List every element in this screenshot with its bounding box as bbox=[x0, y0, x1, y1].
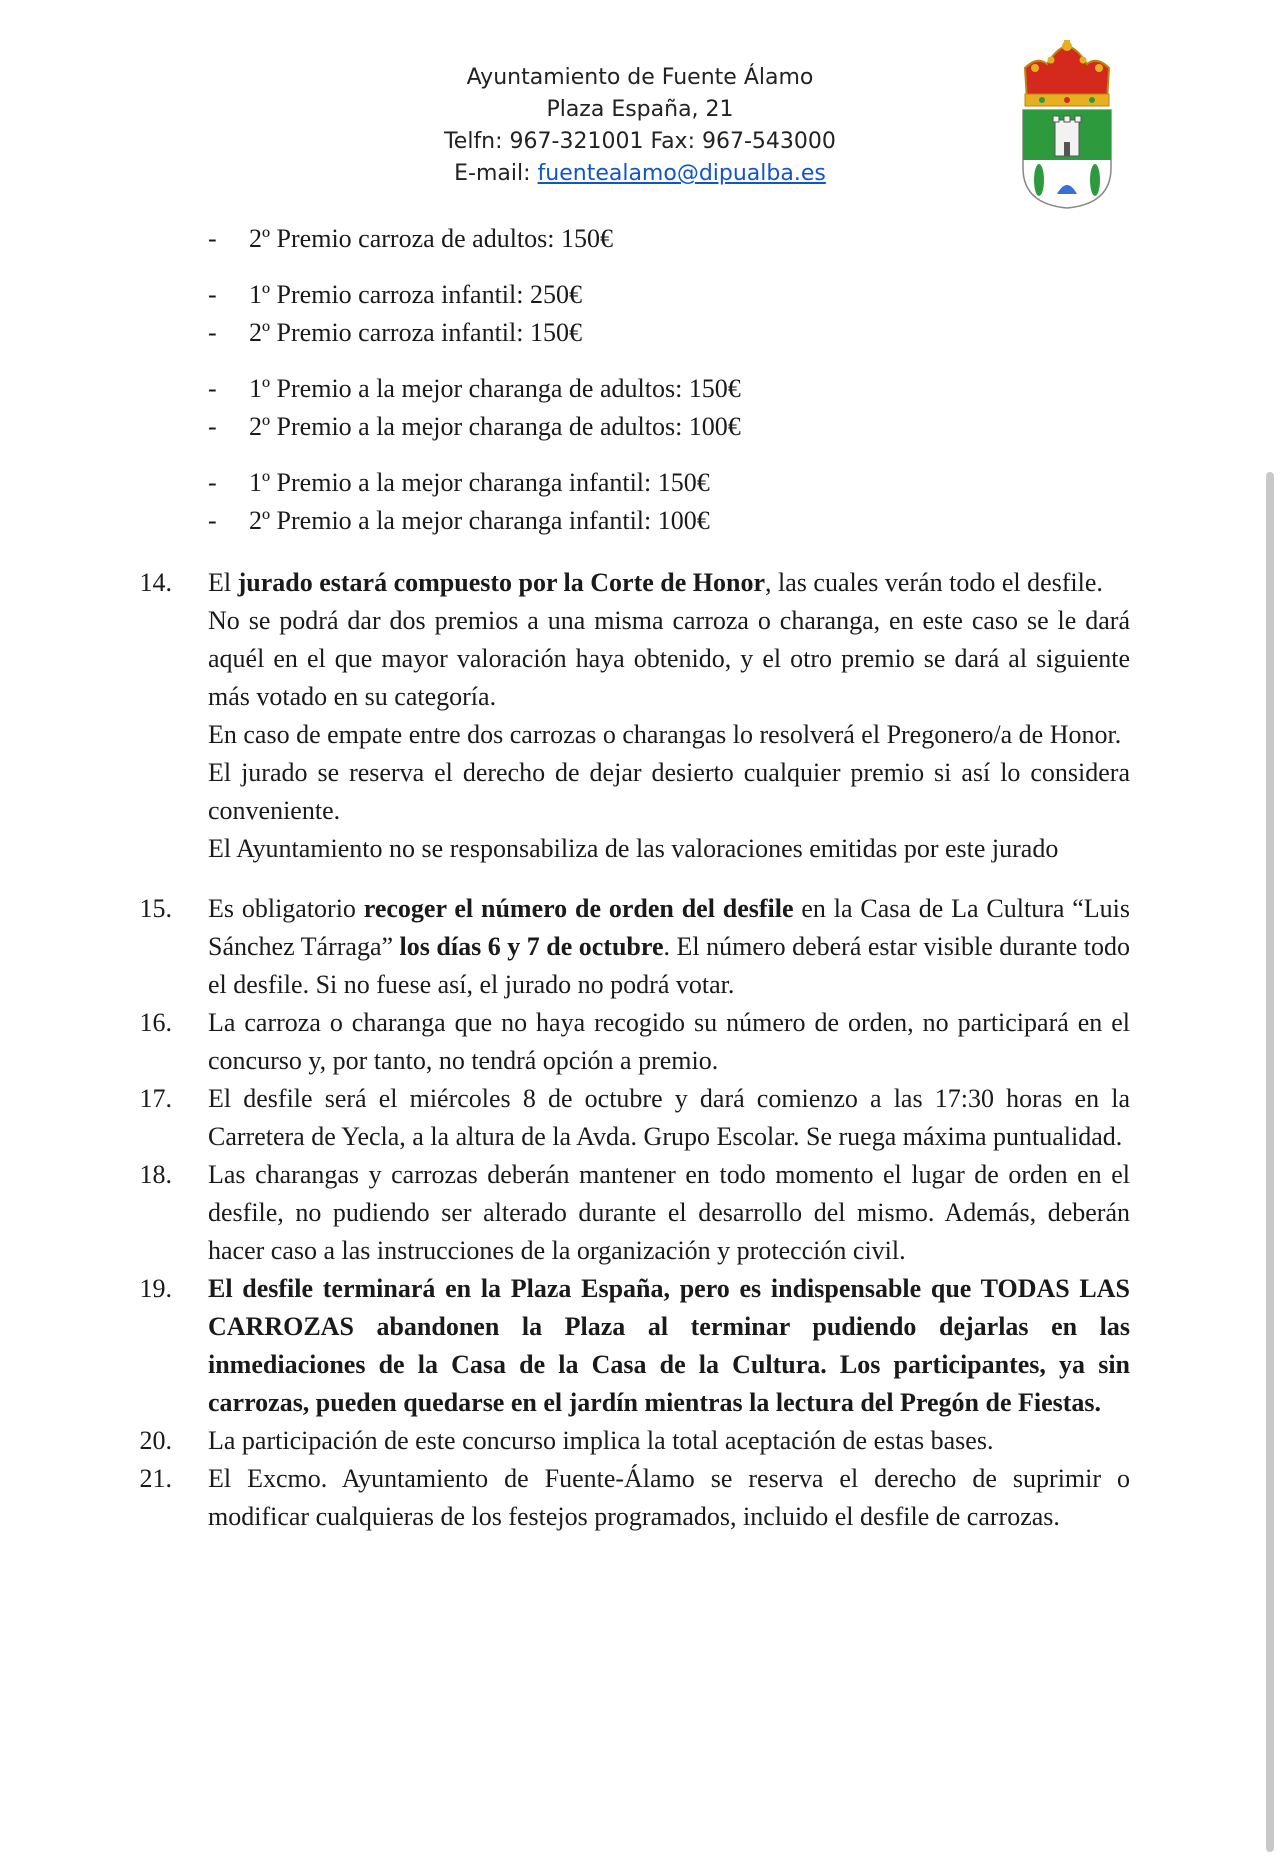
rule-text: Las charangas y carrozas deberán mantener en todo momento el lugar de orden en el desfile, no pudiendo ser alterado durante el desarrollo del mismo. Además, deberán hacer caso a las instrucciones de la organización y protección civil. bbox=[208, 1160, 1130, 1265]
email-link[interactable]: fuentealamo@dipualba.es bbox=[537, 161, 826, 186]
rule-number: 16. bbox=[139, 1008, 172, 1037]
prize-list-adult-floats bbox=[166, 220, 1130, 258]
org-address: Plaza España, 21 bbox=[546, 97, 734, 122]
list-item: - 2º Premio carroza infantil: 150€ bbox=[208, 318, 582, 347]
rule-paragraph: El Ayuntamiento no se responsabiliza de las valoraciones emitidas por este jurado bbox=[208, 834, 1059, 863]
rule-14: 14. El jurado estará compuesto por la Corte de Honor, las cuales verán todo el desfile. No se podrá dar dos premios a una misma carroza o charanga, en este caso se le dará aquél en el que mayor valoración haya obtenido, y el otro premio se dará al siguiente más votado en su categoría. En caso de empate entre dos carrozas o charangas lo resolverá el Pregonero/a de Honor. El jurado se reserva el derecho de dejar desierto cualquier premio si así lo considera conveniente. El Ayuntamiento no se responsabiliza de las valoraciones emitidas por este jurado bbox=[166, 564, 1130, 868]
rule-text: El desfile será el miércoles 8 de octubre y dará comienzo a las 17:30 horas en la Carretera de Yecla, a la altura de la Avda. Grupo Escolar. Se ruega máxima puntualidad. bbox=[208, 1084, 1130, 1151]
list-item: - 2º Premio a la mejor charanga de adultos: 100€ bbox=[208, 412, 741, 441]
rule-16 bbox=[139, 1004, 1130, 1080]
rule-number: 19. bbox=[139, 1274, 172, 1303]
rule-text: El desfile terminará en la Plaza España, pero es indispensable que TODAS LAS CARROZAS abandonen la Plaza al terminar pudiendo dejarlas en las inmediaciones de la Casa de la Casa de la Cultura. Los participantes, ya sin carrozas, pueden quedarse en el jardín mientras la lectura del Pregón de Fiestas. bbox=[208, 1274, 1130, 1417]
rule-18 bbox=[139, 1156, 1130, 1270]
vertical-scrollbar[interactable] bbox=[1266, 472, 1274, 1852]
rule-19 bbox=[139, 1270, 1130, 1422]
rule-number: 14. bbox=[139, 568, 172, 597]
letterhead bbox=[340, 62, 940, 190]
rule-paragraph: No se podrá dar dos premios a una misma carroza o charanga, en este caso se le dará aquél en el que mayor valoración haya obtenido, y el otro premio se dará al siguiente más votado en su categoría. bbox=[208, 606, 1130, 711]
list-item: - 1º Premio a la mejor charanga de adultos: 150€ bbox=[208, 374, 741, 403]
org-email-line bbox=[340, 158, 940, 190]
document-body bbox=[139, 220, 1131, 1536]
email-label: E-mail: bbox=[454, 161, 538, 186]
rule-text: La participación de este concurso implica la total aceptación de estas bases. bbox=[208, 1426, 994, 1455]
rule-text: La carroza o charanga que no haya recogido su número de orden, no participará en el concurso y, por tanto, no tendrá opción a premio. bbox=[208, 1008, 1130, 1075]
rule-number: 18. bbox=[139, 1160, 172, 1189]
list-item: - 1º Premio carroza infantil: 250€ bbox=[208, 280, 582, 309]
rule-21 bbox=[139, 1460, 1130, 1536]
org-phone: Telfn: 967-321001 Fax: 967-543000 bbox=[444, 129, 836, 154]
prize-list-child-floats bbox=[166, 276, 1130, 352]
rule-number: 20. bbox=[139, 1426, 172, 1455]
prize-list-adult-charangas bbox=[166, 370, 1130, 446]
list-item: - 2º Premio a la mejor charanga infantil: 100€ bbox=[208, 506, 710, 535]
rule-20 bbox=[139, 1422, 1130, 1460]
rule-text: El Excmo. Ayuntamiento de Fuente-Álamo se reserva el derecho de suprimir o modificar cualquieras de los festejos programados, incluido el desfile de carrozas. bbox=[208, 1464, 1130, 1531]
prize-list-child-charangas bbox=[166, 464, 1130, 540]
rule-paragraph: En caso de empate entre dos carrozas o charangas lo resolverá el Pregonero/a de Honor. bbox=[208, 720, 1122, 749]
coat-of-arms-logo bbox=[1017, 38, 1117, 210]
rule-17 bbox=[139, 1080, 1130, 1156]
rule-number: 15. bbox=[139, 894, 172, 923]
rule-number: 21. bbox=[139, 1464, 172, 1493]
org-name: Ayuntamiento de Fuente Álamo bbox=[466, 65, 814, 90]
list-item: - 1º Premio a la mejor charanga infantil: 150€ bbox=[208, 468, 710, 497]
rule-number: 17. bbox=[139, 1084, 172, 1113]
list-item: - 2º Premio carroza de adultos: 150€ bbox=[208, 224, 614, 253]
rule-15: 15. Es obligatorio recoger el número de orden del desfile en la Casa de La Cultura “Luis Sánchez Tárraga” los días 6 y 7 de octubre. El número deberá estar visible durante todo el desfile. Si no fuese así, el jurado no podrá votar. bbox=[166, 890, 1130, 1004]
rule-paragraph: El jurado se reserva el derecho de dejar desierto cualquier premio si así lo considera conveniente. bbox=[208, 758, 1130, 825]
